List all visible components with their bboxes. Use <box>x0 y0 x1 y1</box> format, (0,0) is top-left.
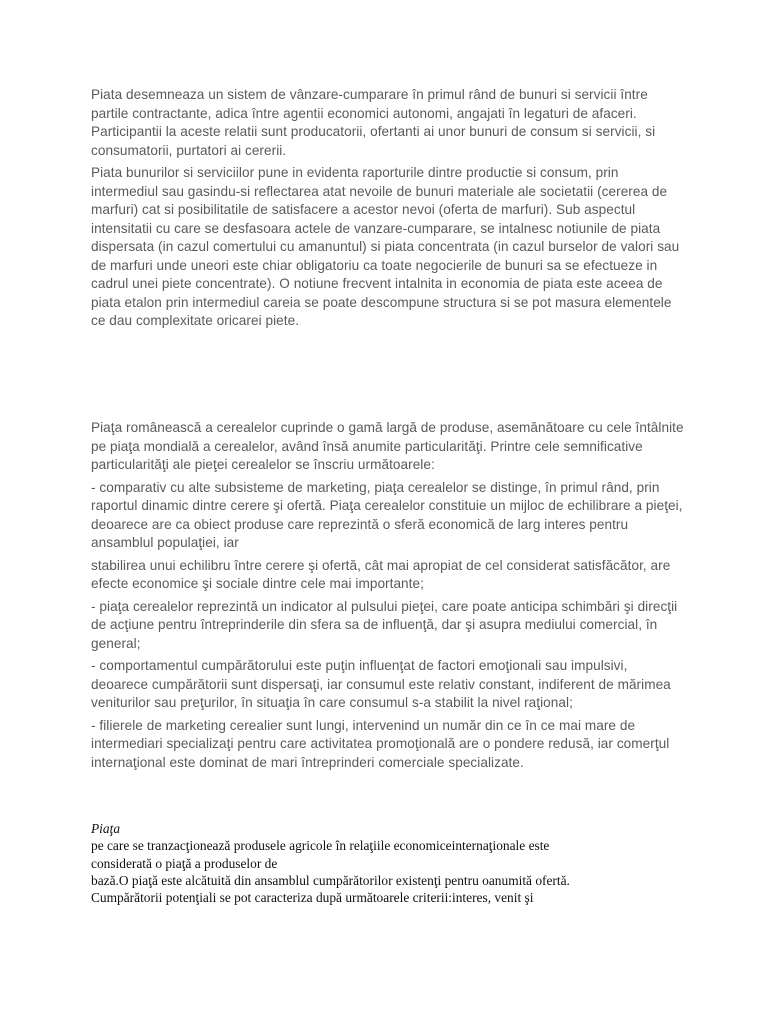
paragraph: stabilirea unui echilibru între cerere şi ofertă, cât mai apropiat de cel considerat satisfăcător, are efecte economice şi sociale dintre cele mai importante; <box>91 557 671 591</box>
paragraph: Piata bunurilor si serviciilor pune in evidenta raporturile dintre productie si consum, prin intermediul sau gasindu-si reflectarea atat nevoile de bunuri materiale ale societatii (cererea de marfuri) cat si posibilitatile de satisfacere a acestor nevoi (oferta de marfuri). Sub aspectul intensitatii cu care se desfasoara actele de vanzare-cumparare, se intalnesc notiunile de piata dispersata (in cazul comertului cu amanuntul) si piata concentrata (in cazul burselor de valori sau de marfuri unde uneori este chiar obligatoriu ca toate negocierile de bunuri sa se efectueze in cadrul unei piete concentrate). O notiune frecvent intalnita in economia de piata este aceea de piata etalon prin intermediul careia se poate descompune structura si se pot masura elementele ce dau complexitate oricarei piete. <box>91 165 680 328</box>
market-definition-section <box>91 86 687 335</box>
paragraph: - filierele de marketing cerealier sunt lungi, intervenind un număr din ce în ce mai mare de intermediari specializaţi pentru care activitatea promoţională are o pondere redusă, iar comerţul internaţional este dominat de mari întreprinderi comerciale specializate. <box>91 717 670 770</box>
paragraph: Piaţa românească a cerealelor cuprinde o gamă largă de produse, asemănătoare cu cele întâlnite pe piaţa mondială a cerealelor, având însă anumite particularităţi. Printre cele semnificative particularităţi ale pieţei cerealelor se înscriu următoarele: <box>91 420 684 472</box>
paragraph: - comparativ cu alte subsisteme de marketing, piaţa cerealelor se distinge, în primul rând, prin raportul dinamic dintre cerere şi ofertă. Piaţa cerealelor constituie un mijloc de echilibrare a pieţei, deoarece are ca obiect produse care reprezintă o sferă economică de larg interes pentru ansamblul populaţiei, iar <box>91 479 683 550</box>
paragraph: - piaţa cerealelor reprezintă un indicator al pulsului pieţei, care poate anticipa schimbări şi direcţii de acţiune pentru întreprinderile din sfera sa de influenţă, dar şi asupra mediului comercial, în general; <box>91 598 678 651</box>
text-line: pe care se tranzacţionează produsele agricole în relaţiile economiceinternaţionale este <box>91 838 550 854</box>
text-line: considerată o piaţă a produselor de <box>91 855 278 871</box>
section-title: Piaţa <box>91 821 121 836</box>
paragraph: Piata desemneaza un sistem de vânzare-cumparare în primul rând de bunuri si servicii între partile contractante, adica între agentii economici autonomi, angajati în legaturi de afaceri. Participantii la aceste relatii sunt producatorii, ofertanti ai unor bunuri de consum si servicii, si consumatorii, purtatori ai cererii. <box>91 87 656 158</box>
cereal-market-section <box>91 419 687 776</box>
text-line: Cumpărătorii potenţiali se pot caracteriza după următoarele criterii:interes, venit şi <box>91 890 534 906</box>
text-line: bază.O piaţă este alcătuită din ansamblul cumpărătorilor existenţi pentru oanumită ofertă. <box>91 872 570 888</box>
paragraph: - comportamentul cumpărătorului este puţin influenţat de factori emoţionali sau impulsivi, deoarece cumpărătorii sunt dispersaţi, iar consumul este relativ constant, indiferent de mărimea veniturilor sau preţurilor, în situaţia în care consumul s-a stabilit la nivel raţional; <box>91 658 671 710</box>
agricultural-market-section <box>91 820 691 906</box>
